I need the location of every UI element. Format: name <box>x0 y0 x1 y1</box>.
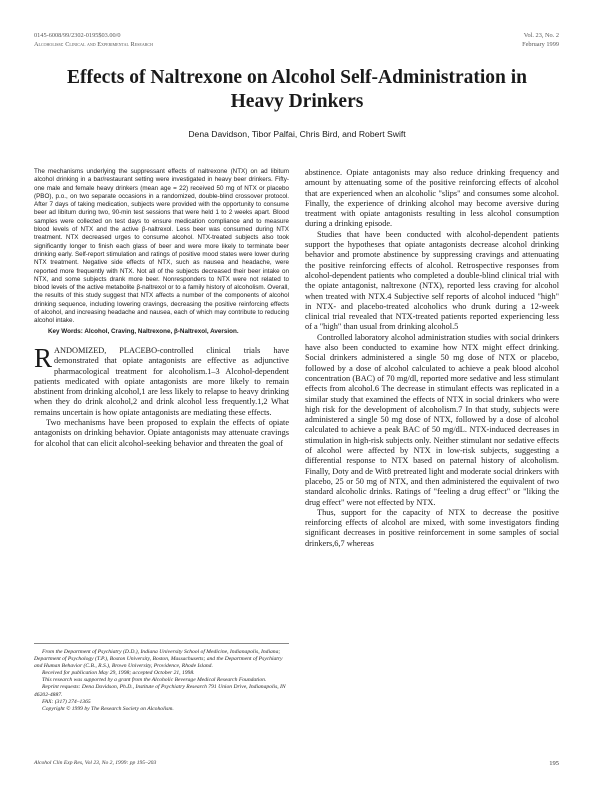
running-header-right <box>522 32 559 49</box>
body-paragraph-3: Controlled laboratory alcohol administration studies with social drinkers have also been conducted to examine how NTX might effect drinking. Social drinkers administered a single 50 mg dose of NTX or placebo, followed by a dose of alcohol calculated to achieve a peak blood alcohol concentration (BAC) of 70 mg/dl, reported more sedative and less stimulant effects from alcohol.6 The decrease in stimulant effects was replicated in a similar study that examined the effects of NTX in social drinkers who were high risk for the development of alcoholism.7 In that study, subjects were administered a single 50 mg dose of NTX, followed by a dose of alcohol calculated to achieve a peak BAC of 50 mg/dL. NTX-induced decreases in stimulation in high-risk subjects only. Neither stimulant nor sedative effects of alcohol were affected by NTX in low-risk subjects, suggesting a differential response to NTX based on paternal history of alcoholism. Finally, Doty and de Wit8 pretreated light and moderate social drinkers with placebo, 25 or 50 mg of NTX, and then administered the equivalent of two standard alcoholic drinks. Ratings of "feeling a drug effect" or "liking the drug effect" were not effected by NTX. <box>305 332 559 507</box>
issue-date: February 1999 <box>522 40 559 48</box>
footnote-fax: FAX: (317) 274–1365 <box>42 698 91 705</box>
keywords: Key Words: Alcohol, Craving, Naltrexone, β-Naltrexol, Aversion. <box>48 327 239 335</box>
drop-cap: R <box>34 342 53 373</box>
body-paragraph-1: abstinence. Opiate antagonists may also reduce drinking frequency and amount by attenuating some of the positive reinforcing effects of alcohol that are experienced when an alcoholic "slips" and consumes some alcohol. Finally, the experience of drinking alcohol may become aversive during treatment with opiate antagonists resulting in less alcohol consumption during a drinking episode. <box>305 168 559 229</box>
affiliation-notes <box>34 643 289 713</box>
journal-name: Alcoholism: Clinical and Experimental Research <box>34 40 153 48</box>
right-column <box>305 168 559 549</box>
page-number: 195 <box>549 760 559 767</box>
footnote-received: Received for publication May 29, 1998; accepted October 21, 1998. <box>42 670 195 677</box>
citation-footer: Alcohol Clin Exp Res, Vol 23, No 2, 1999: pp 195–203 <box>34 760 157 766</box>
footnote-reprints: Reprint requests: Dena Davidson, Ph.D., Institute of Psychiatry Research 791 Union Drive, Indianapolis, IN 46202-4887. <box>34 684 286 698</box>
intro-paragraph-2: Two mechanisms have been proposed to explain the effects of opiate antagonists on drinking behavior. Opiate antagonists may attenuate cravings for alcohol that can elicit alcohol-seeking behavior and threaten the goal of <box>34 418 289 448</box>
abstract: The mechanisms underlying the suppressant effects of naltrexone (NTX) on ad libitum alcohol drinking in a bar/restaurant setting were investigated in heavy beer drinkers. Fifty-one male and female heavy drinkers (mean age = 22) received 50 mg of NTX or placebo (PBO), p.o., on two separate occasions in a randomized, double-blind crossover protocol. After 7 days of taking medication, subjects were provided with the opportunity to consume beer ad libitum during two, 90-min test sessions that were held 1 to 2 weeks apart. Blood samples were collected on test days to ensure medication compliance and to measure blood levels of NTX and the active β-naltrexol. Less beer was consumed during NTX treatment. NTX decreased urges to consume alcohol. NTX-treated subjects also took significantly longer to finish each glass of beer and were more likely to terminate beer drinking early. Self-report stimulation and ratings of positive mood states were lower during NTX treatment. Negative side effects of NTX, such as nausea and headache, were reported more frequently with NTX. Not all of the subjects decreased their beer intake on NTX, and some subjects drank more beer. Nonresponders to NTX were not related to blood levels of the active metabolite β-naltrexol or to a family history of alcoholism. Overall, the results of this study suggest that NTX affects a number of the components of alcohol drinking sequence, including lowering cravings, decreasing the positive reinforcing effects of alcohol, and increasing headache and nausea, each of which may contribute to reducing alcohol intake. <box>34 168 289 325</box>
footnote-copyright: Copyright © 1999 by The Research Society on Alcoholism. <box>42 705 174 712</box>
intro-lead-caps: ANDOMIZED, PLACEBO- <box>54 345 160 355</box>
footnote-affiliations: From the Department of Psychiatry (D.D.), Indiana University School of Medicine, Indianapolis, Indiana; Department of Psychology (T.P.), Boston University, Boston, Massachusetts; and the Department of Psychiatry and Human Behavior (C.B., R.S.), Brown University, Providence, Rhode Island. <box>34 649 283 670</box>
article-title: Effects of Naltrexone on Alcohol Self-Administration in Heavy Drinkers <box>66 67 528 112</box>
footnote-funding: This research was supported by a grant from the Alcoholic Beverage Medical Research Foundation. <box>42 677 267 684</box>
issn-line: 0145-6008/99/2302-0195$03.00/0 <box>34 32 121 39</box>
left-column <box>34 168 289 449</box>
running-header-left <box>34 32 153 49</box>
author-list: Dena Davidson, Tibor Palfai, Chris Bird, and Robert Swift <box>188 129 406 139</box>
intro-text: controlled clinical trials have demonstrated that opiate antagonists are effective as adjunctive pharmacological treatment for alcoholism.1–3 Alcohol-dependent patients medicated with opiate antagonists are more likely to remain abstinent from drinking alcohol,1 are less likely to relapse to heavy drinking when they do drink alcohol,2 and drink alcohol less frequently.1,2 What remains uncertain is how opiate antagonists are mediating these effects. <box>34 345 289 417</box>
volume-line: Vol. 23, No. 2 <box>523 32 559 39</box>
body-paragraph-2: Studies that have been conducted with alcohol-dependent patients support the hypotheses that opiate antagonists decrease alcohol drinking behavior and promote abstinence by suppressing cravings and attenuating the positive reinforcing effects of alcohol. Retrospective responses from alcohol-dependent patients who completed a double-blind clinical trial with the opiate antagonist, naltrexone (NTX), reported less craving for alcohol when treated with NTX.4 Subjective self reports of alcohol induced "high" in NTX- and placebo-treated alcoholics who drunk during a 12-week clinical trial revealed that NTX-treated patients reported experiencing less of a "high" than usual from drinking alcohol.5 <box>305 229 559 332</box>
intro-paragraph-1 <box>34 342 289 418</box>
body-paragraph-4: Thus, support for the capacity of NTX to decrease the positive reinforcing effects of alcohol are mixed, with some investigators finding significant decreases in positive reinforcement in some samples of social drinkers,6,7 whereas <box>305 507 559 548</box>
